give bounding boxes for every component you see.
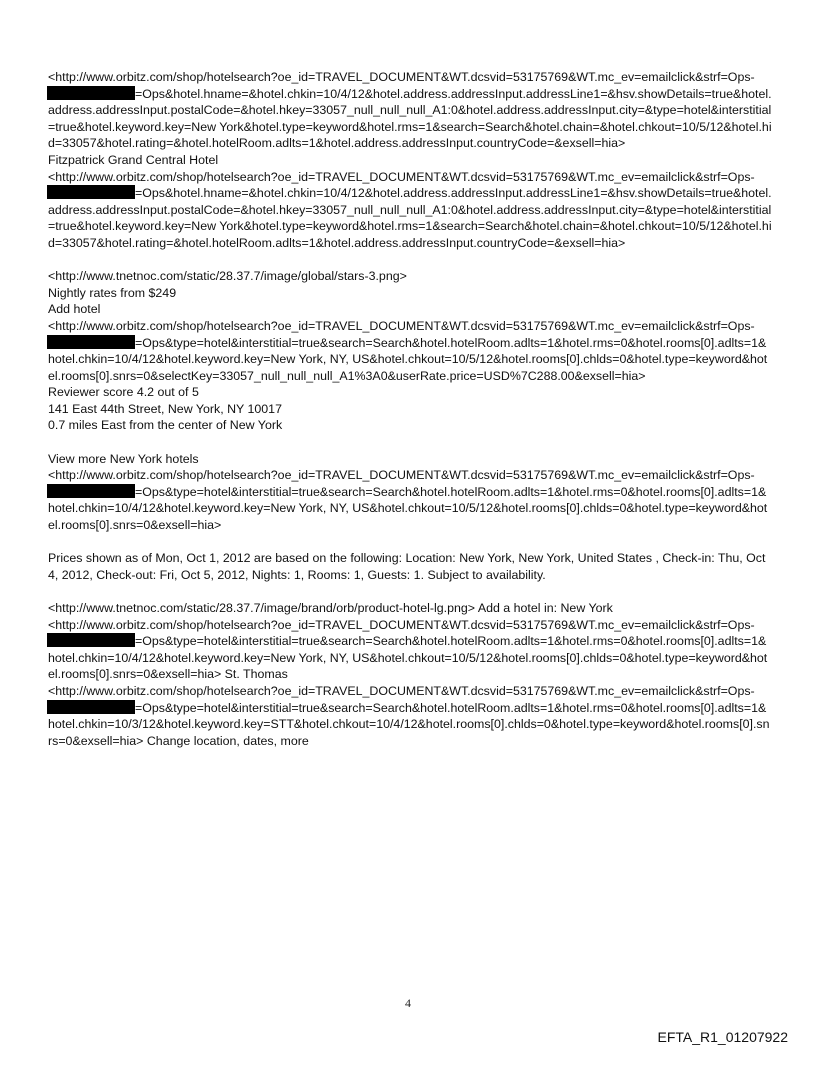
redaction-box xyxy=(47,633,135,647)
new-york-link[interactable]: <http://www.orbitz.com/shop/hotelsearch?oe_id=TRAVEL_DOCUMENT&WT.dcsvid=53175769&WT.mc_ev=emailclick&strf=Ops- =Ops&type=hotel&interstitial=true&search=Search&hotel.hotelRoom.adlts=1&hotel.rms=0&hotel.rooms[0].adlts=1&hotel.chkin=10/4/12&hotel.keyword.key=New York, NY, US&hotel.chkout=10/5/12&hotel.rooms[0].chlds=0&hotel.type=keyword&hotel.rooms[0].snrs=0&exsell=hia> xyxy=(48,617,768,682)
hotel-link-2[interactable]: <http://www.orbitz.com/shop/hotelsearch?oe_id=TRAVEL_DOCUMENT&WT.dcsvid=53175769&WT.mc_ev=emailclick&strf=Ops- =Ops&hotel.hname=&hotel.chkin=10/4/12&hotel.address.addressInput.addressLine1=&hsv.showDetails=true&hotel.address.addressInput.postalCode=&hotel.hkey=33057_null_null_null_A1:0&hotel.address.addressInput.city=&type=hotel&interstitial=true&hotel.keyword.key=New York&hotel.type=keyword&hotel.rms=1&search=Search&hotel.chain=&hotel.chkout=10/5/12&hotel.hid=33057&hotel.rating=&hotel.hotelRoom.adlts=1&hotel.address.addressInput.countryCode=&exsell=hia> xyxy=(48,169,772,250)
redaction-box xyxy=(47,86,135,100)
nightly-rate: Nightly rates from $249 xyxy=(48,285,177,300)
view-more-label: View more New York hotels xyxy=(48,451,199,466)
add-hotel-label: Add hotel xyxy=(48,302,101,317)
document-id: EFTA_R1_01207922 xyxy=(657,1029,788,1045)
hotel-distance: 0.7 miles East from the center of New York xyxy=(48,418,283,433)
view-more-link[interactable]: <http://www.orbitz.com/shop/hotelsearch?oe_id=TRAVEL_DOCUMENT&WT.dcsvid=53175769&WT.mc_ev=emailclick&strf=Ops- =Ops&type=hotel&interstitial=true&search=Search&hotel.hotelRoom.adlts=1&hotel.rms=0&hotel.rooms[0].adlts=1&hotel.chkin=10/4/12&hotel.keyword.key=New York, NY, US&hotel.chkout=10/5/12&hotel.rooms[0].chlds=0&hotel.type=keyword&hotel.rooms[0].snrs=0&exsell=hia> xyxy=(48,468,768,533)
redaction-box xyxy=(47,185,135,199)
add-hotel-in-block xyxy=(48,600,772,749)
document-body xyxy=(48,69,772,749)
st-thomas-link[interactable]: <http://www.orbitz.com/shop/hotelsearch?oe_id=TRAVEL_DOCUMENT&WT.dcsvid=53175769&WT.mc_ev=emailclick&strf=Ops- =Ops&type=hotel&interstitial=true&search=Search&hotel.hotelRoom.adlts=1&hotel.rms=0&hotel.rooms[0].adlts=1&hotel.chkin=10/3/12&hotel.keyword.key=STT&hotel.chkout=10/4/12&hotel.rooms[0].chlds=0&hotel.type=keyword&hotel.rooms[0].snrs=0&exsell=hia> xyxy=(48,683,770,748)
st-thomas-label: St. Thomas xyxy=(224,667,288,682)
hotel-address: 141 East 44th Street, New York, NY 10017 xyxy=(48,401,282,416)
change-location-link[interactable]: Change location, dates, more xyxy=(146,733,309,748)
product-image-link[interactable]: <http://www.tnetnoc.com/static/28.37.7/image/brand/orb/product-hotel-lg.png> xyxy=(48,601,476,615)
redaction-box xyxy=(47,335,135,349)
page-number: 4 xyxy=(405,996,411,1010)
add-hotel-in-label: Add a hotel in: New York xyxy=(477,601,613,615)
stars-image-link[interactable]: <http://www.tnetnoc.com/static/28.37.7/image/global/stars-3.png> xyxy=(48,269,407,284)
hotel-link-1[interactable]: <http://www.orbitz.com/shop/hotelsearch?oe_id=TRAVEL_DOCUMENT&WT.dcsvid=53175769&WT.mc_ev=emailclick&strf=Ops- =Ops&hotel.hname=&hotel.chkin=10/4/12&hotel.address.addressInput.addressLine1=&hsv.showDetails=true&hotel.address.addressInput.postalCode=&hotel.hkey=33057_null_null_null_A1:0&hotel.address.addressInput.city=&type=hotel&interstitial=true&hotel.keyword.key=New York&hotel.type=keyword&hotel.rms=1&search=Search&hotel.chain=&hotel.chkout=10/5/12&hotel.hid=33057&hotel.rating=&hotel.hotelRoom.adlts=1&hotel.address.addressInput.countryCode=&exsell=hia> xyxy=(48,70,772,151)
reviewer-score: Reviewer score 4.2 out of 5 xyxy=(48,385,199,400)
redaction-box xyxy=(47,700,135,714)
redaction-box xyxy=(47,484,135,498)
hotel-name: Fitzpatrick Grand Central Hotel xyxy=(48,152,219,167)
prices-note: Prices shown as of Mon, Oct 1, 2012 are based on the following: Location: New York, New York, United States , Check-in: Thu, Oct 4, 2012, Check-out: Fri, Oct 5, 2012, Nights: 1, Rooms: 1, Guests: 1. Subject to availability. xyxy=(48,551,766,582)
add-hotel-link[interactable]: <http://www.orbitz.com/shop/hotelsearch?oe_id=TRAVEL_DOCUMENT&WT.dcsvid=53175769&WT.mc_ev=emailclick&strf=Ops- =Ops&type=hotel&interstitial=true&search=Search&hotel.hotelRoom.adlts=1&hotel.rms=0&hotel.rooms[0].adlts=1&hotel.chkin=10/4/12&hotel.keyword.key=New York, NY, US&hotel.chkout=10/5/12&hotel.rooms[0].chlds=0&hotel.type=keyword&hotel.rooms[0].snrs=0&selectKey=33057_null_null_null_A1%3A0&userRate.price=USD%7C288.00&exsell=hia> xyxy=(48,318,768,383)
